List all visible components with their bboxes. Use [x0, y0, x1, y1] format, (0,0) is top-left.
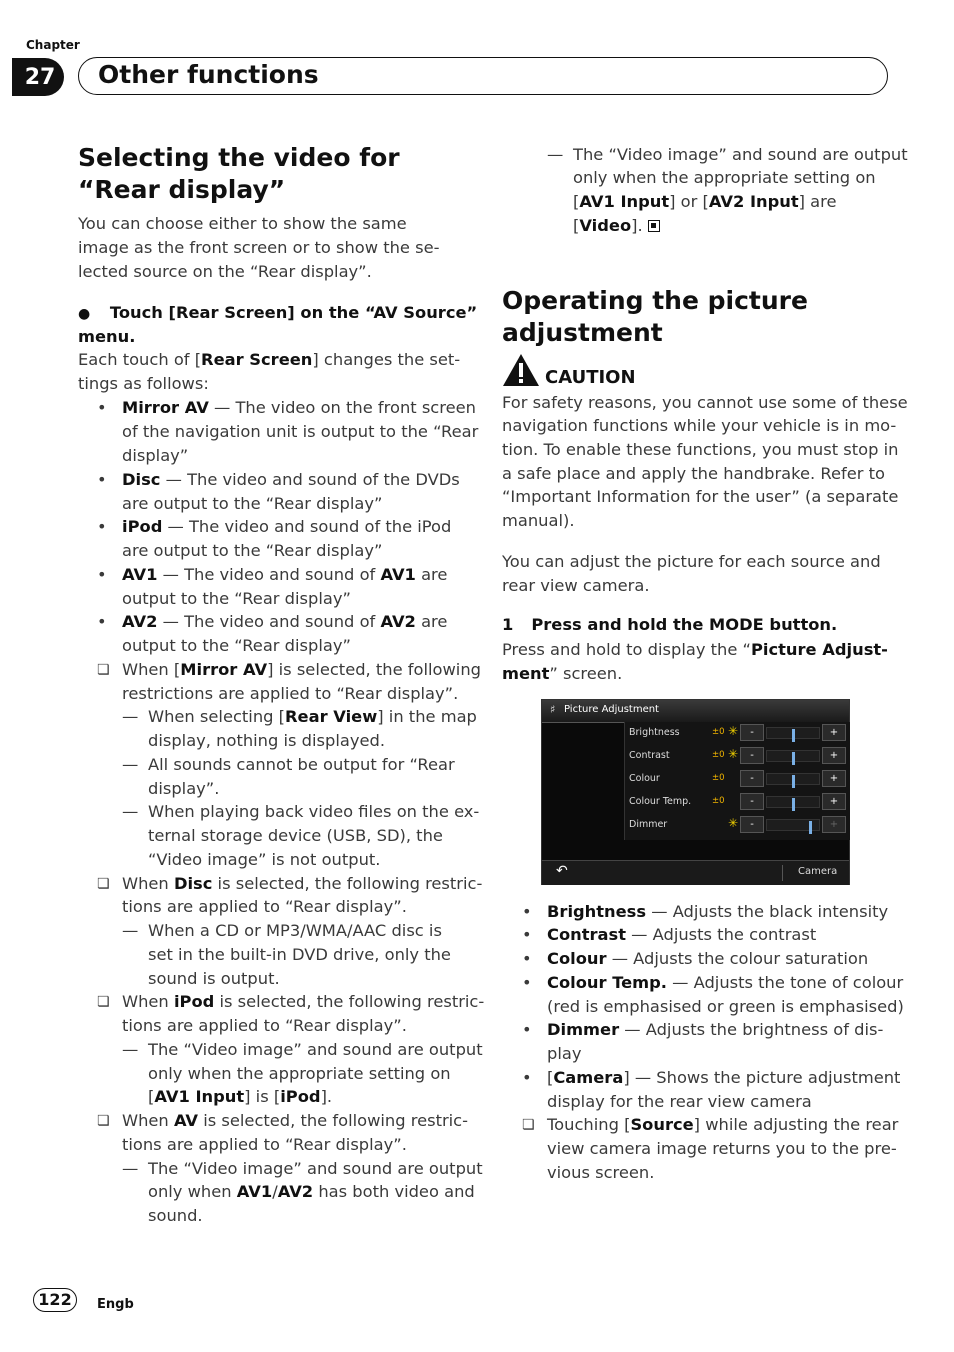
note-dash-text: set in the built-in DVD drive, only the — [148, 945, 451, 964]
contrast-minus-button[interactable]: - — [740, 747, 764, 764]
bullet-icon — [522, 925, 532, 944]
sun-icon: ✳ — [728, 724, 739, 738]
note-text: tions are applied to “Rear display”. — [122, 897, 407, 916]
list-item — [522, 923, 532, 947]
note-text: When AV is selected, the following restric- — [122, 1111, 469, 1130]
list-item — [522, 1018, 532, 1042]
note-dash-text: [Video]. — [573, 214, 660, 238]
colour-temp-minus-button[interactable]: - — [740, 793, 764, 810]
caution-text: For safety reasons, you cannot use some of these — [502, 393, 908, 412]
note-dash-text: display, nothing is displayed. — [148, 731, 386, 750]
note-dash-text: When playing back video files on the ex- — [148, 802, 480, 821]
section-heading-picture-adjustment: Operating the picture adjustment — [502, 286, 808, 347]
note-dash: — — [122, 921, 139, 940]
page-language: Engb — [97, 1297, 134, 1312]
caution-text: manual). — [502, 511, 575, 530]
list-item-text: are output to the “Rear display” — [122, 494, 383, 513]
intro-line: You can choose either to show the same — [78, 214, 407, 233]
note-dash-text: display”. — [148, 779, 220, 798]
press-text: ment” screen. — [502, 664, 623, 683]
list-item-text: Colour Temp. — Adjusts the tone of colour — [547, 973, 904, 992]
list-item-text: output to the “Rear display” — [122, 589, 351, 608]
section-heading-rear-display: Selecting the video for “Rear display” — [78, 143, 400, 204]
bullet-icon — [522, 1020, 532, 1039]
contrast-plus-button[interactable]: + — [822, 747, 846, 764]
list-item — [522, 1066, 532, 1090]
screen-title: Picture Adjustment — [564, 704, 659, 715]
note-text: When Disc is selected, the following restric- — [122, 874, 483, 893]
note-text: vious screen. — [547, 1163, 655, 1182]
chapter-number: 27 — [12, 58, 64, 96]
colour-temp-row: Colour Temp. ±0 - + — [624, 791, 849, 813]
bullet-icon — [522, 949, 532, 968]
step-heading: ● Touch [Rear Screen] on the “AV Source” — [78, 303, 478, 322]
list-item — [97, 515, 107, 539]
note-dash-text: sound. — [148, 1206, 203, 1225]
brightness-slider[interactable] — [766, 727, 820, 739]
note-dash-text: All sounds cannot be output for “Rear — [148, 755, 455, 774]
list-item-text: display” — [122, 446, 189, 465]
note-text: tions are applied to “Rear display”. — [122, 1016, 407, 1035]
bullet-icon — [522, 973, 532, 992]
note-dash-text: When selecting [Rear View] in the map — [148, 707, 477, 726]
list-item-text: Dimmer — Adjusts the brightness of dis- — [547, 1020, 884, 1039]
note-dash: — — [122, 755, 139, 774]
list-item-text: display for the rear view camera — [547, 1092, 812, 1111]
intro-line: image as the front screen or to show the se- — [78, 238, 440, 257]
note-text: When [Mirror AV] is selected, the following — [122, 660, 481, 679]
note-dash: — — [547, 145, 564, 164]
note-dash: — — [122, 707, 139, 726]
list-item-text: AV1 — The video and sound of AV1 are — [122, 565, 448, 584]
dimmer-row: Dimmer ✳ - + — [624, 814, 849, 836]
screen-bottom-bar — [542, 860, 849, 885]
adjust-text: rear view camera. — [502, 576, 650, 595]
list-item — [97, 610, 107, 634]
bullet-icon — [97, 398, 107, 417]
colour-plus-button[interactable]: + — [822, 770, 846, 787]
each-touch-text: Each touch of [Rear Screen] changes the set- — [78, 350, 461, 369]
caution-text: tion. To enable these functions, you must stop in — [502, 440, 899, 459]
step-heading-cont: menu. — [78, 327, 136, 346]
dimmer-plus-button[interactable]: + — [822, 816, 846, 833]
list-item-text: play — [547, 1044, 582, 1063]
list-item-text: Mirror AV — The video on the front screen — [122, 398, 476, 417]
note-dash-text: The “Video image” and sound are output — [148, 1159, 483, 1178]
note-dash: — — [122, 802, 139, 821]
note-dash-text: only when the appropriate setting on — [573, 168, 876, 187]
sun-icon: ✳ — [728, 816, 739, 830]
source-icon: ♯ — [550, 703, 556, 716]
intro-line: lected source on the “Rear display”. — [78, 262, 372, 281]
note-text: tions are applied to “Rear display”. — [122, 1135, 407, 1154]
list-item-text: (red is emphasised or green is emphasised) — [547, 997, 904, 1016]
bullet-icon — [97, 470, 107, 489]
brightness-plus-button[interactable]: + — [822, 724, 846, 741]
colour-minus-button[interactable]: - — [740, 770, 764, 787]
note-dash-text: “Video image” is not output. — [148, 850, 381, 869]
list-item — [97, 396, 107, 420]
bullet-icon — [97, 565, 107, 584]
list-item-text: Contrast — Adjusts the contrast — [547, 925, 817, 944]
list-item — [522, 947, 532, 971]
colour-slider[interactable] — [766, 773, 820, 785]
chapter-label: Chapter — [26, 38, 80, 52]
note-text: view camera image returns you to the pre- — [547, 1139, 897, 1158]
note-dash-text: only when the appropriate setting on — [148, 1064, 451, 1083]
screen-title-bar — [542, 700, 849, 723]
note-text: When iPod is selected, the following restric- — [122, 992, 485, 1011]
note-dash: — — [122, 1040, 139, 1059]
caution-text: a safe place and apply the handbrake. Refer to — [502, 464, 885, 483]
brightness-minus-button[interactable]: - — [740, 724, 764, 741]
chapter-title: Other functions — [98, 60, 319, 89]
adjust-text: You can adjust the picture for each source and — [502, 552, 881, 571]
bullet-icon — [97, 517, 107, 536]
note-checkbox-icon: ❏ — [97, 994, 110, 1010]
note-dash-text: The “Video image” and sound are output — [148, 1040, 483, 1059]
caution-text: “Important Information for the user” (a separate — [502, 487, 899, 506]
divider — [782, 865, 783, 881]
colour-temp-slider[interactable] — [766, 796, 820, 808]
list-item-text: of the navigation unit is output to the “Rear — [122, 422, 479, 441]
note-dash: — — [122, 1159, 139, 1178]
brightness-row: Brightness ±0 ✳ - + — [624, 722, 849, 744]
contrast-slider[interactable] — [766, 750, 820, 762]
note-dash-text: [AV1 Input] or [AV2 Input] are — [573, 192, 837, 211]
step1-heading: 1 Press and hold the MODE button. — [502, 615, 838, 634]
dimmer-slider[interactable] — [766, 819, 820, 831]
sun-icon: ✳ — [728, 747, 739, 761]
end-mark-icon — [648, 220, 660, 232]
each-touch-text: tings as follows: — [78, 374, 209, 393]
list-item — [522, 971, 532, 995]
note-dash-text: sound is output. — [148, 969, 280, 988]
note-dash-text: When a CD or MP3/WMA/AAC disc is — [148, 921, 442, 940]
note-dash-text: [AV1 Input] is [iPod]. — [148, 1087, 333, 1106]
press-text: Press and hold to display the “Picture Adjust- — [502, 640, 888, 659]
note-checkbox-icon: ❏ — [97, 662, 110, 678]
bullet-icon — [522, 902, 532, 921]
list-item — [97, 468, 107, 492]
note-text: Touching [Source] while adjusting the rear — [547, 1115, 899, 1134]
note-text: restrictions are applied to “Rear display”. — [122, 684, 459, 703]
note-dash-text: only when AV1/AV2 has both video and — [148, 1182, 475, 1201]
list-item — [522, 900, 532, 924]
page-number: 122 — [33, 1288, 77, 1312]
note-checkbox-icon: ❏ — [97, 1113, 110, 1129]
back-arrow-icon[interactable]: ↶ — [556, 863, 568, 879]
caution-label: CAUTION — [545, 367, 636, 388]
note-dash-text: The “Video image” and sound are output — [573, 145, 908, 164]
list-item-text: output to the “Rear display” — [122, 636, 351, 655]
list-item-text: iPod — The video and sound of the iPod — [122, 517, 452, 536]
picture-adjustment-screenshot — [541, 699, 850, 885]
list-item-text: Brightness — Adjusts the black intensity — [547, 902, 889, 921]
colour-temp-plus-button[interactable]: + — [822, 793, 846, 810]
step-bullet-icon: ● — [78, 306, 91, 322]
colour-row: Colour ±0 - + — [624, 768, 849, 790]
list-item-text: AV2 — The video and sound of AV2 are — [122, 612, 448, 631]
dimmer-minus-button[interactable]: - — [740, 816, 764, 833]
contrast-row: Contrast ±0 ✳ - + — [624, 745, 849, 767]
list-item-text: [Camera] — Shows the picture adjustment — [547, 1068, 901, 1087]
caution-warning-icon — [502, 353, 540, 391]
note-checkbox-icon: ❏ — [97, 876, 110, 892]
caution-text: navigation functions while your vehicle is in mo- — [502, 416, 897, 435]
bullet-icon — [522, 1068, 532, 1087]
list-item — [97, 563, 107, 587]
list-item-text: Colour — Adjusts the colour saturation — [547, 949, 869, 968]
list-item-text: are output to the “Rear display” — [122, 541, 383, 560]
camera-button[interactable]: Camera — [798, 866, 838, 877]
bullet-icon — [97, 612, 107, 631]
note-checkbox-icon: ❏ — [522, 1117, 535, 1133]
note-dash-text: ternal storage device (USB, SD), the — [148, 826, 443, 845]
list-item-text: Disc — The video and sound of the DVDs — [122, 470, 460, 489]
